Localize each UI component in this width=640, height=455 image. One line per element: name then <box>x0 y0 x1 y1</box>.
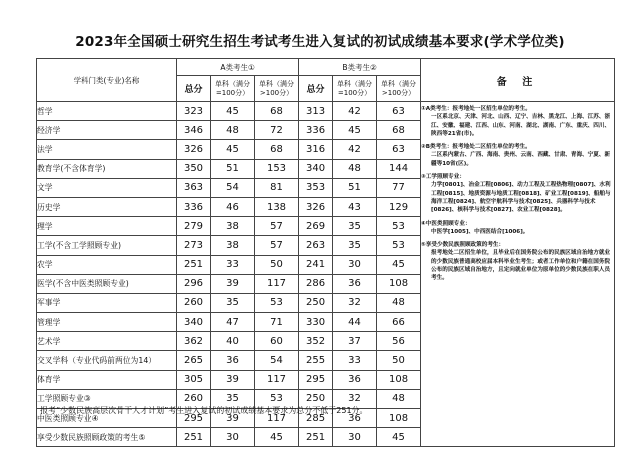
score-cell: 263 <box>299 236 333 255</box>
category-cell: 工学照顾专业③ <box>37 389 177 408</box>
score-cell: 44 <box>333 313 377 332</box>
note-text: 中医学[1005]、中西医结合[1006]。 <box>431 228 529 235</box>
note-text: 报考地处二区招生单位，且毕业后在国务院公布的民族区域自治地方就业的少数民族普通高校应届本科毕业生考生；或者工作单位和户籍在国务院公布的民族区域自治地方，且定向就业单位为原单位的少数民族在职人员考生。 <box>431 250 611 282</box>
score-cell: 30 <box>211 428 255 447</box>
note-heading: ⑤享受少数民族照顾政策的考生： <box>421 242 505 249</box>
note-heading: ④中医类照顾专业： <box>421 220 471 227</box>
note-text: 一区系北京、天津、河北、山西、辽宁、吉林、黑龙江、上海、江苏、浙江、安徽、福建、江西、山东、河南、湖北、湖南、广东、重庆、四川、陕西等21省(市)。 <box>431 114 611 137</box>
category-cell: 享受少数民族照顾政策的考生⑤ <box>37 428 177 447</box>
note-heading: ③工学照顾专业： <box>421 174 465 181</box>
page-title: 2023年全国硕士研究生招生考试考生进入复试的初试成绩基本要求(学术学位类) <box>75 34 565 50</box>
score-cell: 37 <box>333 332 377 351</box>
score-cell: 153 <box>255 159 299 178</box>
score-cell: 40 <box>211 332 255 351</box>
score-cell: 36 <box>211 351 255 370</box>
score-cell: 68 <box>377 121 421 140</box>
score-cell: 63 <box>377 140 421 159</box>
score-cell: 363 <box>177 178 211 197</box>
score-cell: 108 <box>377 370 421 389</box>
score-cell: 51 <box>211 159 255 178</box>
score-cell: 45 <box>255 428 299 447</box>
score-cell: 32 <box>333 293 377 312</box>
score-cell: 251 <box>177 255 211 274</box>
category-cell: 军事学 <box>37 293 177 312</box>
score-cell: 336 <box>299 121 333 140</box>
b-total-header: 总分 <box>299 76 333 102</box>
score-cell: 326 <box>299 197 333 216</box>
category-cell: 医学(不含中医类照顾专业) <box>37 274 177 293</box>
score-cell: 54 <box>211 178 255 197</box>
score-cell: 38 <box>211 236 255 255</box>
score-cell: 316 <box>299 140 333 159</box>
score-cell: 330 <box>299 313 333 332</box>
score-cell: 45 <box>377 428 421 447</box>
score-cell: 72 <box>255 121 299 140</box>
score-cell: 350 <box>177 159 211 178</box>
score-cell: 53 <box>255 389 299 408</box>
score-cell: 279 <box>177 217 211 236</box>
score-cell: 352 <box>299 332 333 351</box>
score-cell: 39 <box>211 370 255 389</box>
table-row <box>37 102 615 121</box>
score-cell: 144 <box>377 159 421 178</box>
score-cell: 56 <box>377 332 421 351</box>
score-cell: 295 <box>177 409 211 428</box>
score-cell: 54 <box>255 351 299 370</box>
score-cell: 129 <box>377 197 421 216</box>
score-cell: 53 <box>377 236 421 255</box>
score-cell: 66 <box>377 313 421 332</box>
score-cell: 45 <box>211 102 255 121</box>
note-heading: ②B类考生：报考地处二区招生单位的考生。 <box>421 144 531 151</box>
score-cell: 251 <box>177 428 211 447</box>
score-cell: 286 <box>299 274 333 293</box>
score-cell: 53 <box>377 217 421 236</box>
score-cell: 48 <box>377 293 421 312</box>
score-cell: 340 <box>177 313 211 332</box>
score-cell: 48 <box>211 121 255 140</box>
score-cell: 43 <box>333 197 377 216</box>
score-cell: 68 <box>255 102 299 121</box>
category-header: 学科门类(专业)名称 <box>37 59 177 102</box>
score-cell: 53 <box>255 293 299 312</box>
notes-header: 备 注 <box>421 59 615 102</box>
score-cell: 108 <box>377 274 421 293</box>
category-cell: 交叉学科（专业代码前两位为14） <box>37 351 177 370</box>
a-single-gt100-header: 单科（满分>100分） <box>255 76 299 102</box>
score-cell: 305 <box>177 370 211 389</box>
score-cell: 251 <box>299 428 333 447</box>
score-cell: 340 <box>299 159 333 178</box>
score-cell: 36 <box>333 409 377 428</box>
score-cell: 48 <box>377 389 421 408</box>
category-cell: 哲学 <box>37 102 177 121</box>
score-cell: 117 <box>255 274 299 293</box>
score-cell: 68 <box>255 140 299 159</box>
category-cell: 农学 <box>37 255 177 274</box>
category-cell: 管理学 <box>37 313 177 332</box>
score-cell: 35 <box>333 217 377 236</box>
score-cell: 295 <box>299 370 333 389</box>
score-cell: 35 <box>211 293 255 312</box>
score-cell: 39 <box>211 274 255 293</box>
score-cell: 77 <box>377 178 421 197</box>
b-group-header: B类考生② <box>299 59 421 76</box>
score-cell: 63 <box>377 102 421 121</box>
score-cell: 255 <box>299 351 333 370</box>
score-cell: 260 <box>177 293 211 312</box>
score-cell: 45 <box>211 140 255 159</box>
score-cell: 32 <box>333 389 377 408</box>
score-cell: 285 <box>299 409 333 428</box>
score-cell: 51 <box>333 178 377 197</box>
score-cell: 117 <box>255 370 299 389</box>
category-cell: 工学(不含工学照顾专业) <box>37 236 177 255</box>
score-cell: 33 <box>333 351 377 370</box>
score-cell: 273 <box>177 236 211 255</box>
b-single-gt100-header: 单科（满分>100分） <box>377 76 421 102</box>
score-cell: 108 <box>377 409 421 428</box>
note-text: 力学[0801]、冶金工程[0806]、动力工程及工程热物理[0807]、水利工程[0815]、地质资源与地质工程[0818]、矿业工程[0819]、船舶与海洋工程[0824]、航空宇航科学与技术[0825]、兵器科学与技术[0826]、核科学与技术[0827]、农业工程[0828]。 <box>431 182 611 214</box>
score-cell: 81 <box>255 178 299 197</box>
score-cell: 269 <box>299 217 333 236</box>
note-heading: ①A类考生：报考地处一区招生单位的考生。 <box>421 106 531 112</box>
score-cell: 39 <box>211 409 255 428</box>
category-cell: 历史学 <box>37 197 177 216</box>
score-cell: 46 <box>211 197 255 216</box>
score-cell: 138 <box>255 197 299 216</box>
score-cell: 33 <box>211 255 255 274</box>
score-cell: 50 <box>377 351 421 370</box>
score-cell: 30 <box>333 428 377 447</box>
score-cell: 362 <box>177 332 211 351</box>
category-cell: 体育学 <box>37 370 177 389</box>
score-cell: 313 <box>299 102 333 121</box>
category-cell: 经济学 <box>37 121 177 140</box>
score-cell: 47 <box>211 313 255 332</box>
category-cell: 艺术学 <box>37 332 177 351</box>
score-cell: 353 <box>299 178 333 197</box>
score-cell: 326 <box>177 140 211 159</box>
score-cell: 42 <box>333 102 377 121</box>
category-cell: 中医类照顾专业④ <box>37 409 177 428</box>
score-cell: 71 <box>255 313 299 332</box>
score-cell: 36 <box>333 370 377 389</box>
score-cell: 36 <box>333 274 377 293</box>
score-cell: 57 <box>255 217 299 236</box>
category-cell: 文学 <box>37 178 177 197</box>
score-cell: 42 <box>333 140 377 159</box>
score-cell: 296 <box>177 274 211 293</box>
score-cell: 38 <box>211 217 255 236</box>
score-cell: 45 <box>377 255 421 274</box>
score-cell: 241 <box>299 255 333 274</box>
score-cell: 250 <box>299 293 333 312</box>
footer-note: 报考“少数民族高层次骨干人才计划”考生进入复试的初试成绩基本要求为总分不低于251分。 <box>40 406 368 415</box>
category-cell: 法学 <box>37 140 177 159</box>
score-cell: 30 <box>333 255 377 274</box>
score-cell: 250 <box>299 389 333 408</box>
a-group-header: A类考生① <box>177 59 299 76</box>
score-cell: 57 <box>255 236 299 255</box>
a-single100-header: 单科（满分=100分） <box>211 76 255 102</box>
score-cell: 50 <box>255 255 299 274</box>
category-cell: 理学 <box>37 217 177 236</box>
score-cell: 48 <box>333 159 377 178</box>
score-cell: 323 <box>177 102 211 121</box>
score-cell: 60 <box>255 332 299 351</box>
score-cell: 265 <box>177 351 211 370</box>
score-cell: 260 <box>177 389 211 408</box>
b-single100-header: 单科（满分=100分） <box>333 76 377 102</box>
score-cell: 35 <box>333 236 377 255</box>
notes-cell <box>421 102 615 447</box>
score-table <box>36 58 615 447</box>
score-cell: 45 <box>333 121 377 140</box>
note-text: 二区系内蒙古、广西、海南、贵州、云南、西藏、甘肃、青海、宁夏、新疆等10省(区)。 <box>431 152 611 167</box>
score-cell: 35 <box>211 389 255 408</box>
score-cell: 336 <box>177 197 211 216</box>
score-cell: 346 <box>177 121 211 140</box>
category-cell: 教育学(不含体育学) <box>37 159 177 178</box>
a-total-header: 总分 <box>177 76 211 102</box>
score-cell: 117 <box>255 409 299 428</box>
